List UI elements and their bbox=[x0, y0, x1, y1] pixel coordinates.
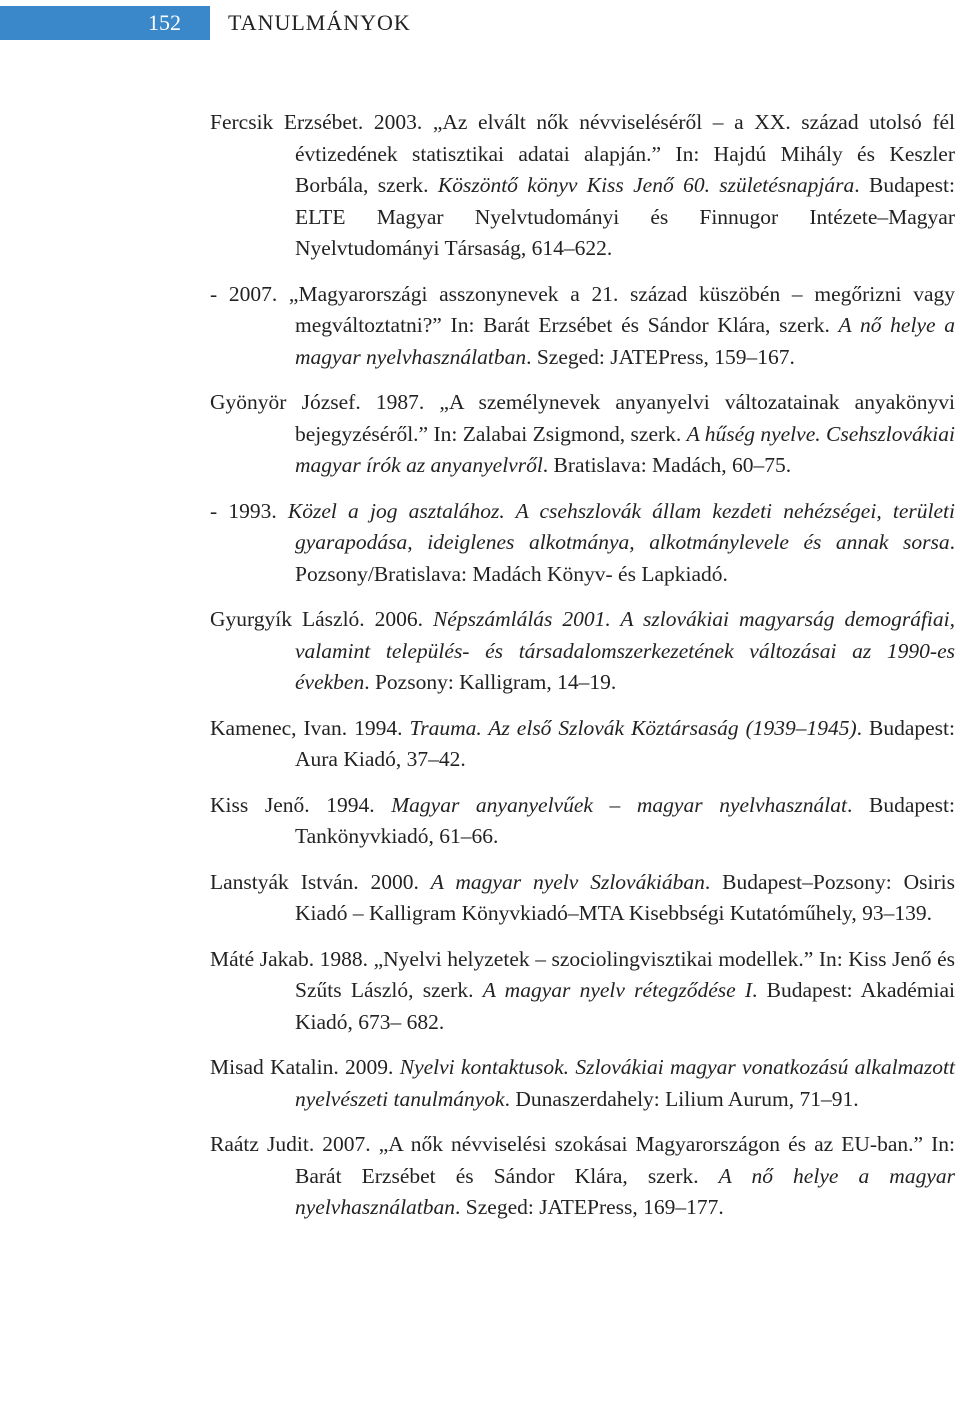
page-number: 152 bbox=[148, 10, 181, 35]
reference-entry: Gyönyör József. 1987. „A személynevek anyanyelvi változatainak anyakönyvi bejegyzéséről.” In: Zalabai Zsigmond, szerk. A hűség nyelve. Csehszlovákiai magyar írók az anyanyelvről. Bratislava: Madách, 60–75. bbox=[210, 390, 955, 477]
reference-entry: Misad Katalin. 2009. Nyelvi kontaktusok. Szlovákiai magyar vonatkozású alkalmazott nyelvészeti tanulmányok. Dunaszerdahely: Lilium Aurum, 71–91. bbox=[210, 1055, 955, 1111]
reference-entry: - 1993. Közel a jog asztalához. A csehszlovák állam kezdeti nehézségei, területi gyarapodása, ideiglenes alkotmánya, alkotmánylevele és annak sorsa. Pozsony/Bratislava: Madách Könyv- és Lapkiadó. bbox=[210, 498, 955, 586]
reference-entry: Fercsik Erzsébet. 2003. „Az elvált nők névviseléséről – a XX. század utolsó fél évtizedének statisztikai adatai alapján.” In: Hajdú Mihály és Keszler Borbála, szerk. Köszöntő könyv Kiss Jenő 60. születésnapjára. Budapest: ELTE Magyar Nyelvtudományi és Finnugor Intézete–Magyar Nyelvtudományi Társaság, 614–622. bbox=[210, 110, 955, 260]
reference-list bbox=[210, 107, 955, 1238]
reference-entry: Gyurgyík László. 2006. Népszámlálás 2001. A szlovákiai magyarság demográfiai, valamint település- és társadalomszerkezetének változásai az 1990-es években. Pozsony: Kalligram, 14–19. bbox=[210, 607, 955, 694]
reference-entry: Máté Jakab. 1988. „Nyelvi helyzetek – szociolingvisztikai modellek.” In: Kiss Jenő és Szűts László, szerk. A magyar nyelv rétegződése I. Budapest: Akadémiai Kiadó, 673– 682. bbox=[210, 946, 956, 1034]
reference-entry: Lanstyák István. 2000. A magyar nyelv Szlovákiában. Budapest–Pozsony: Osiris Kiadó – Kalligram Könyvkiadó–MTA Kisebbségi Kutatóműhely, 93–139. bbox=[210, 869, 955, 925]
reference-entry: Kamenec, Ivan. 1994. Trauma. Az első Szlovák Köztársaság (1939–1945). Budapest: Aura Kiadó, 37–42. bbox=[210, 715, 955, 771]
running-title: TANULMÁNYOK bbox=[228, 10, 411, 35]
reference-entry: Kiss Jenő. 1994. Magyar anyanyelvűek – magyar nyelvhasználat. Budapest: Tankönyvkiadó, 61–66. bbox=[210, 792, 955, 848]
reference-entry: - 2007. „Magyarországi asszonynevek a 21. század küszöbén – megőrizni vagy megváltoztatni?” In: Barát Erzsébet és Sándor Klára, szerk. A nő helye a magyar nyelvhasználatban. Szeged: JATEPress, 159–167. bbox=[210, 281, 955, 369]
reference-entry: Raátz Judit. 2007. „A nők névviselési szokásai Magyarországon és az EU-ban.” In: Barát Erzsébet és Sándor Klára, szerk. A nő helye a magyar nyelvhasználatban. Szeged: JATEPress, 169–177. bbox=[210, 1132, 955, 1219]
